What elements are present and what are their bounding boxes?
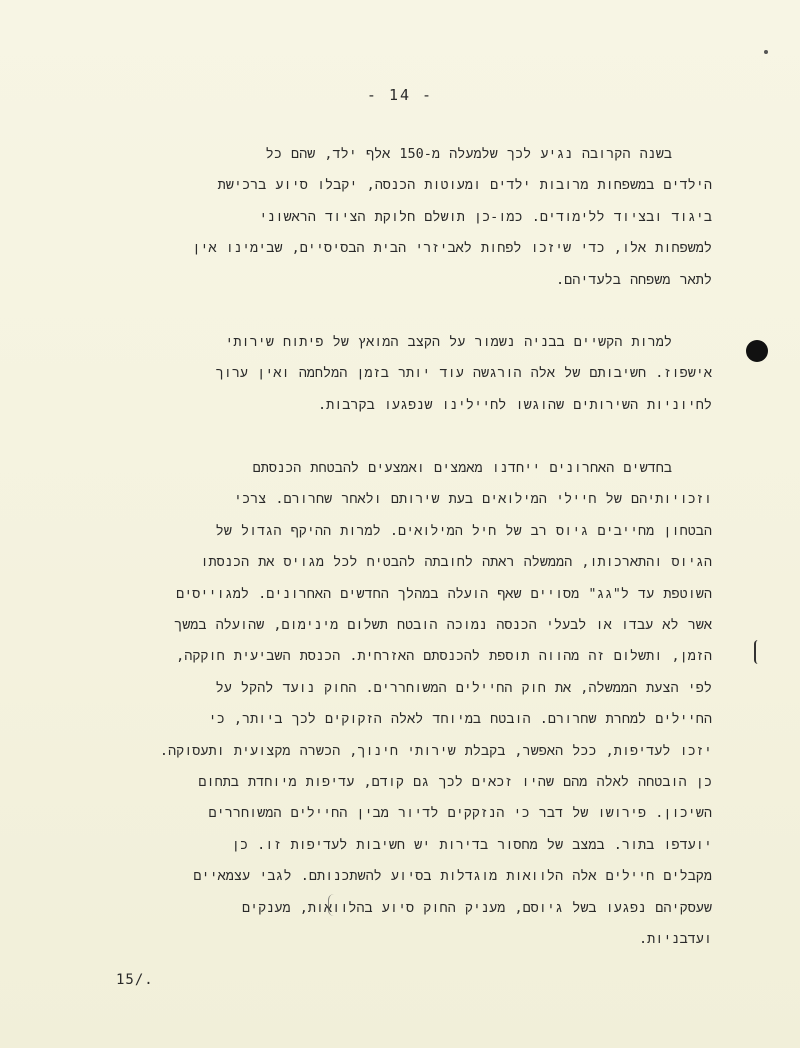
paragraph-line: לחיוניות השירותים שהוגשו לחיילינו שנפגעו בקרבות. [317, 396, 712, 413]
paragraph-line: למשפחות אלו, כדי שיזכו לפחות לאביזרי הבית הבסיסיים, שבימינו אין [192, 240, 712, 257]
paragraph-line: בחדשים האחרונים ייחדנו מאמצים ואמצעים להבטחת הכנסתם [252, 460, 672, 476]
paragraph-line: החיילים למחרת שחרורם. הובטח במיוחד לאלה הזקוקים לכך ביותר, כי [208, 711, 712, 728]
punch-hole [746, 340, 768, 362]
paragraph-line: הזמן, ותשלום זה מהווה תוספת להכנסתם האזרחית. הכנסת השביעית חוקקה, [176, 648, 712, 665]
pencil-mark [328, 894, 337, 916]
paragraph-3 [92, 453, 712, 956]
paragraph-line: ועדבניות. [639, 931, 712, 948]
paragraph-line: בשנה הקרובה נגיע לכך שלמעלה מ-150 אלף ילד, שהם כל [265, 146, 672, 162]
paragraph-line: הגיוס והתארכותו, הממשלה ראתה לחובתה להבטיח לכל מגויס את הכנסתו [200, 554, 712, 571]
continuation-note: 15/. [116, 972, 154, 988]
paragraph-line: אישפוז. חשיבותם של אלה הורגשה עוד יותר בזמן המלחמה ואין ערוך [215, 365, 712, 382]
paragraph-line: השיכון. פירושו של דבר כי הנזקקים לדיור מבין החיילים המשוחררים [208, 805, 712, 822]
paragraph-line: למרות הקשיים בבניה נשמור על הקצב המואץ של פיתוח שירותי [225, 334, 672, 350]
paragraph-line: שעסקיהם נפגעו בשל גיוסם, מעניק החוק סיוע בהלוואות, מענקים [241, 899, 712, 916]
paragraph-line: לפי הצעת הממשלה, את חוק החיילים המשוחררים. החוק נועד להקל על [215, 679, 712, 696]
paragraph-line: וזכויותיהם של חיילי המילואים בעת שירותם ולאחר שחרורם. צרכי [233, 491, 712, 508]
corner-speck [764, 50, 768, 54]
paragraph-2 [92, 327, 712, 421]
paragraph-line: כן הובטחה לאלה מהם שהיו זכאים לכך גם קודם, עדיפות מיוחדת בתחום [198, 774, 712, 791]
paragraph-line: יועדפו בתור. במצב של מחסור בדירות יש חשיבות לעדיפות זו. כן [231, 836, 712, 853]
paragraph-line: יזכו לעדיפות, ככל האפשר, בקבלת שירותי חינוך, הכשרה מקצועית ותעסוקה. [159, 742, 712, 759]
paragraph-line: לתאר משפחה בלעדיהם. [555, 271, 712, 288]
paragraph-line: ביגוד ובציוד ללימודים. כמו-כן תושלם חלוקת הציוד הראשוני [259, 208, 712, 225]
margin-bracket-mark [754, 640, 762, 664]
paragraph-line: מקבלים חיילים אלה הלוואות מוגדלות בסיוע להשתכנותם. לגבי עצמאיים [193, 868, 712, 885]
paragraph-line: הילדים במשפחות מרובות ילדים ומעוטות הכנסה, יקבלו סיוע ברכישת [217, 177, 712, 194]
paragraph-line: הבטחון מחייבים גיוס רב של חיל המילואים. למרות ההיקף הגדול של [215, 522, 712, 539]
page-number: - 14 - [366, 86, 434, 104]
paragraph-1 [92, 139, 712, 296]
paragraph-line: השוטפת עד ל"גג" מסויים שאף הועלה במהלך החדשים האחרונים. למגוייסים [176, 585, 712, 602]
paragraph-line: אשר לא עבדו או לבעלי הכנסה נמוכה הובטח תשלום מינימום, שהועלה במשך [174, 617, 712, 634]
